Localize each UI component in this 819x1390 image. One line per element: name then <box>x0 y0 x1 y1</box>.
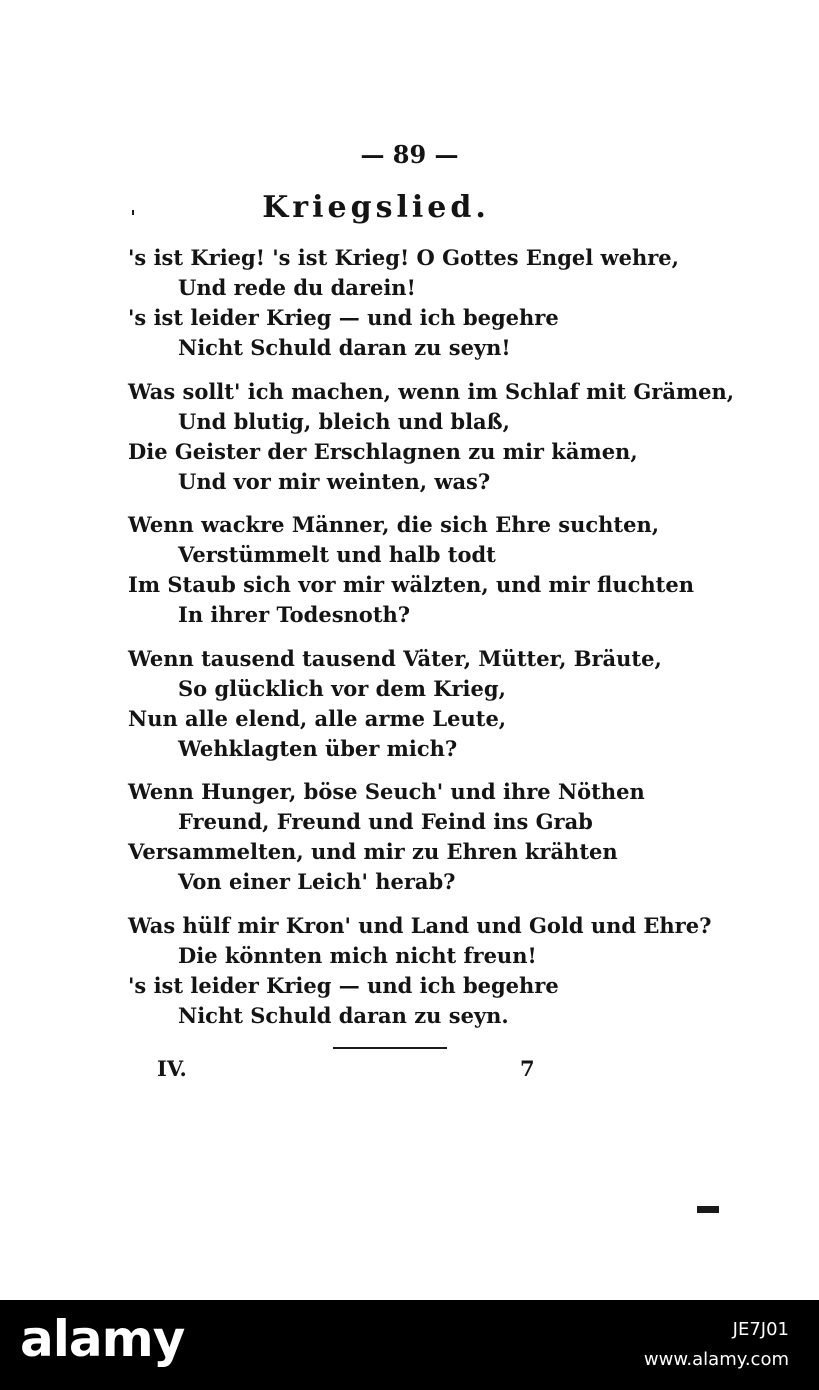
sheet-number: 7 <box>520 1056 535 1081</box>
verse-line: Was sollt' ich machen, wenn im Schlaf mit Grämen, <box>128 379 735 404</box>
verse-line: Und blutig, bleich und blaß, <box>178 409 510 434</box>
verse-line: Und rede du darein! <box>178 275 416 300</box>
verse-line: Versammelten, und mir zu Ehren krähten <box>128 839 618 864</box>
stanza-2 <box>128 377 735 497</box>
footer-rule <box>333 1047 447 1049</box>
ink-blot <box>697 1206 719 1213</box>
signature-mark: IV. <box>157 1056 187 1081</box>
stanza-1 <box>128 243 688 363</box>
verse-line: Wenn tausend tausend Väter, Mütter, Bräute, <box>128 646 662 671</box>
image-id: JE7J01 <box>732 1319 789 1340</box>
verse-line: Von einer Leich' herab? <box>178 869 456 894</box>
verse-line: Wenn wackre Männer, die sich Ehre suchten, <box>128 512 660 537</box>
verse-line: Was hülf mir Kron' und Land und Gold und Ehre? <box>128 913 712 938</box>
verse-line: 's ist leider Krieg — und ich begehre <box>128 973 559 998</box>
verse-line: Verstümmelt und halb todt <box>178 542 496 567</box>
stanza-3 <box>128 510 694 630</box>
verse-line: Im Staub sich vor mir wälzten, und mir fluchten <box>128 572 694 597</box>
page-number: — 89 — <box>360 140 459 169</box>
verse-line: 's ist leider Krieg — und ich begehre <box>128 305 559 330</box>
verse-line: Nun alle elend, alle arme Leute, <box>128 706 507 731</box>
verse-line: Wenn Hunger, böse Seuch' und ihre Nöthen <box>128 779 645 804</box>
verse-line: Die könnten mich nicht freun! <box>178 943 537 968</box>
verse-line: 's ist Krieg! 's ist Krieg! O Gottes Engel wehre, <box>128 245 679 270</box>
alamy-logo: alamy <box>20 1310 185 1368</box>
stanza-6 <box>128 911 712 1031</box>
ink-speck <box>132 210 134 215</box>
verse-line: So glücklich vor dem Krieg, <box>178 676 506 701</box>
stanza-4 <box>128 644 688 764</box>
verse-line: Nicht Schuld daran zu seyn. <box>178 1003 509 1028</box>
verse-line: Nicht Schuld daran zu seyn! <box>178 335 511 360</box>
verse-line: Und vor mir weinten, was? <box>178 469 491 494</box>
verse-line: In ihrer Todesnoth? <box>178 602 411 627</box>
verse-line: Wehklagten über mich? <box>178 736 458 761</box>
watermark-banner <box>0 1300 819 1390</box>
banner-url: www.alamy.com <box>643 1349 789 1370</box>
stanza-5 <box>128 777 688 897</box>
verse-line: Freund, Freund und Feind ins Grab <box>178 809 593 834</box>
poem-title: Kriegslied. <box>262 190 490 225</box>
verse-line: Die Geister der Erschlagnen zu mir kämen, <box>128 439 638 464</box>
